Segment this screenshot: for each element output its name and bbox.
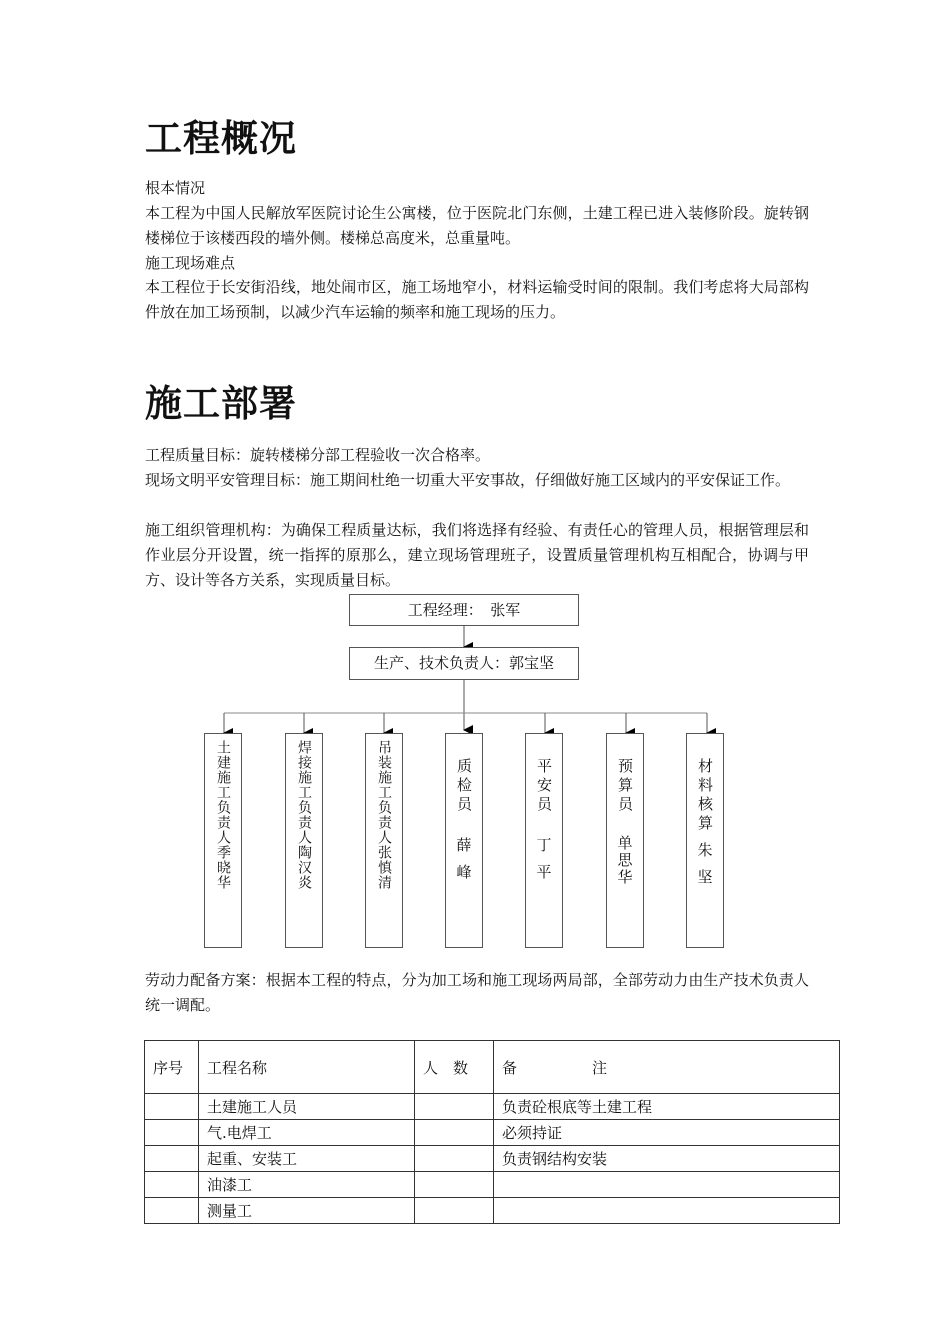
table-cell: 气.电焊工 (199, 1120, 415, 1146)
table-cell: 必须持证 (494, 1120, 840, 1146)
table-cell (145, 1094, 199, 1120)
table-cell: 土建施工人员 (199, 1094, 415, 1120)
header-cell: 序号 (145, 1041, 199, 1094)
table-cell: 负责钢结构安装 (494, 1146, 840, 1172)
org-role-title: 焊接施工负责人陶汉炎 (296, 740, 312, 890)
table-cell (145, 1198, 199, 1224)
org-role-name: 薛峰 (454, 837, 473, 891)
org-role-name: 朱坚 (695, 842, 714, 896)
org-top-box: 工程经理： 张军 (349, 594, 579, 626)
table-cell (145, 1120, 199, 1146)
table-cell: 负责砼根底等土建工程 (494, 1094, 840, 1120)
org-text: 施工组织管理机构：为确保工程质量达标，我们将选择有经验、有责任心的管理人员，根据管理层和作业层分开设置，统一指挥的原那么，建立现场管理班子，设置质量管理机构互相配合，协调与甲方、设计等各方关系，实现质量目标。 (145, 521, 809, 589)
table-cell (145, 1146, 199, 1172)
table-row (145, 1120, 840, 1146)
org-role-title: 土建施工负责人季晓华 (215, 740, 231, 890)
difficulty-text: 本工程位于长安街沿线，地处闹市区，施工场地窄小，材料运输受时间的限制。我们考虑将大局部构件放在加工场预制，以减少汽车运输的频率和施工现场的压力。 (145, 278, 809, 321)
org-role-box (445, 733, 483, 948)
table-cell (415, 1120, 494, 1146)
overview-title: 工程概况 (145, 116, 297, 160)
org-role-box (686, 733, 724, 948)
staff-table (144, 1040, 840, 1224)
basic-heading: 根本情况 (145, 179, 206, 197)
header-cell: 人 数 (415, 1041, 494, 1094)
table-cell (415, 1198, 494, 1224)
org-role-title: 预算员 (616, 758, 634, 815)
table-cell (494, 1172, 840, 1198)
org-role-box (606, 733, 644, 948)
quality-goal: 工程质量目标：旋转楼梯分部工程验收一次合格率。 (145, 446, 491, 464)
labor-text: 劳动力配备方案：根据本工程的特点，分为加工场和施工现场两局部，全部劳动力由生产技术负责人统一调配。 (145, 971, 809, 1014)
org-role-box (285, 733, 323, 948)
org-role-title: 质检员 (455, 758, 473, 815)
table-row (145, 1172, 840, 1198)
header-cell: 工程名称 (199, 1041, 415, 1094)
table-cell (415, 1146, 494, 1172)
difficulty-heading: 施工现场难点 (145, 254, 236, 272)
org-role-box (365, 733, 403, 948)
table-cell (494, 1198, 840, 1224)
org-role-name: 单思华 (615, 835, 634, 886)
org-role-title: 吊装施工负责人张慎清 (376, 740, 392, 890)
table-row (145, 1198, 840, 1224)
org-role-box (525, 733, 563, 948)
basic-text: 本工程为中国人民解放军医院讨论生公寓楼，位于医院北门东侧，土建工程已进入装修阶段。旋转钢楼梯位于该楼西段的墙外侧。楼梯总高度米，总重量吨。 (145, 204, 809, 247)
table-cell: 测量工 (199, 1198, 415, 1224)
safety-goal: 现场文明平安管理目标：施工期间杜绝一切重大平安事故，仔细做好施工区域内的平安保证工作。 (145, 471, 791, 489)
table-cell (415, 1172, 494, 1198)
table-row (145, 1094, 840, 1120)
table-cell: 起重、安装工 (199, 1146, 415, 1172)
table-header-row (145, 1041, 840, 1094)
org-second-box: 生产、技术负责人：郭宝坚 (349, 647, 579, 680)
org-role-title: 平安员 (535, 758, 553, 815)
org-role-title: 材料核算 (696, 758, 714, 834)
deploy-title: 施工部署 (145, 381, 297, 425)
header-cell: 备 注 (494, 1041, 840, 1094)
table-cell (415, 1094, 494, 1120)
table-cell (145, 1172, 199, 1198)
table-row (145, 1146, 840, 1172)
table-cell: 油漆工 (199, 1172, 415, 1198)
org-role-name: 丁平 (534, 837, 553, 891)
org-role-box (204, 733, 242, 948)
